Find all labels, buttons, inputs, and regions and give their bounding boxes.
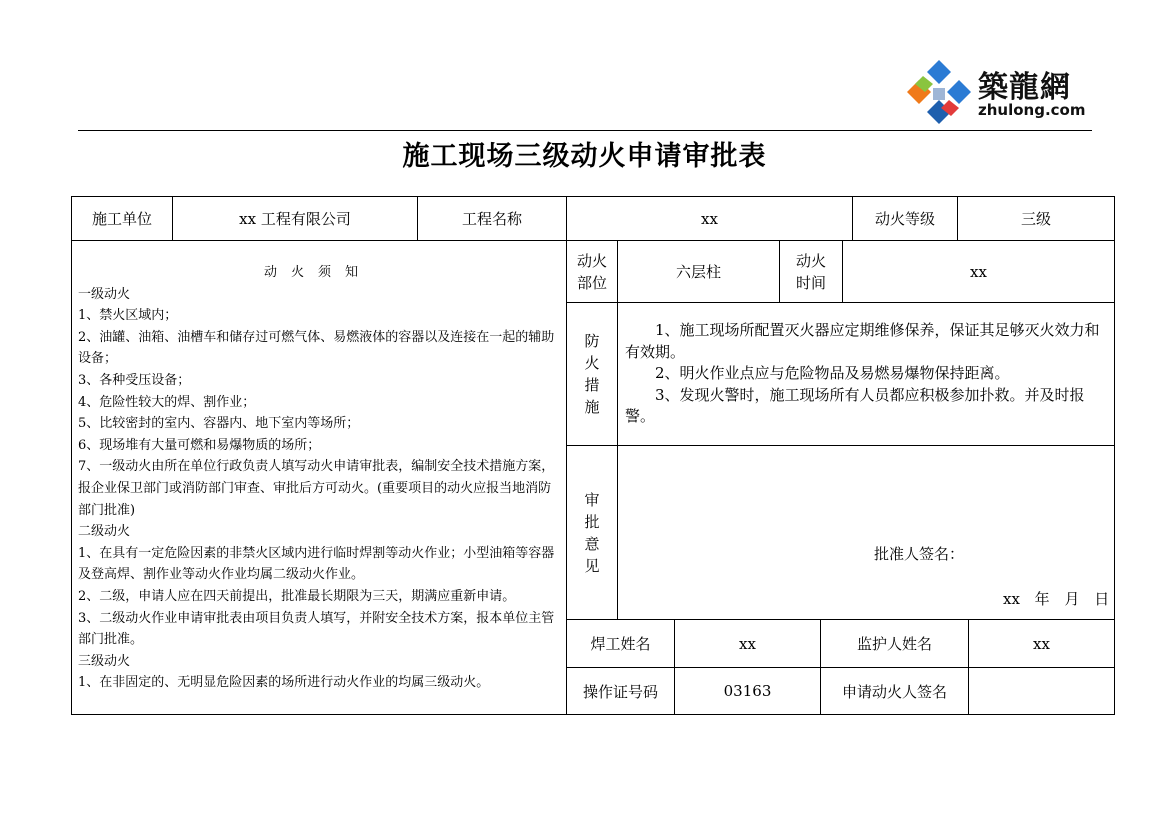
certificate-label: 操作证号码: [582, 682, 658, 701]
notice-line: 1、禁火区域内；: [78, 308, 178, 324]
header-rule: [78, 130, 1092, 131]
welder-label: 焊工姓名: [590, 635, 651, 653]
project-label: 工程名称: [461, 210, 522, 228]
approval-label: 审 批 意 见: [584, 490, 600, 575]
logo-name-cn: 築龍網: [978, 70, 1071, 105]
fire-time-label: 动火 时间: [795, 251, 826, 292]
fire-measure-item: 3、发现火警时，施工现场所有人员都应积极参加扑救。并及时报警。: [625, 385, 1085, 425]
applicant-signature-label: 申请动火人签名: [841, 682, 947, 701]
notice-line: 三级动火: [78, 653, 131, 669]
notice-line: 1、在具有一定危险因素的非禁火区域内进行临时焊割等动火作业；小型油箱等容器及登高焊、割作业等动火作业均属二级动火作业。: [78, 545, 555, 583]
notice-line: 2、油罐、油箱、油槽车和储存过可燃气体、易燃液体的容器以及连接在一起的辅助设备；: [78, 329, 555, 367]
logo-name-en: zhulong.com: [978, 101, 1086, 119]
notice-heading: 动火须知: [263, 265, 372, 280]
notice-line: 1、在非固定的、无明显危险因素的场所进行动火作业的均属三级动火。: [78, 675, 490, 691]
certificate-value: 03163: [723, 682, 772, 700]
fire-notice: [78, 262, 558, 694]
fire-location-label: 动火 部位: [576, 251, 607, 292]
notice-line: 4、危险性较大的焊、割作业；: [78, 394, 256, 410]
approval-date: xx 年 月 日: [1003, 590, 1110, 608]
fire-level-value: 三级: [1020, 210, 1051, 228]
notice-line: 5、比较密封的室内、容器内、地下室内等场所；: [78, 416, 360, 432]
page-title: 施工现场三级动火申请审批表: [402, 141, 767, 172]
fire-measures-label: 防 火 措 施: [584, 332, 600, 416]
fire-location-value: 六层柱: [675, 263, 721, 281]
project-value: xx: [701, 209, 718, 228]
notice-line: 7、一级动火由所在单位行政负责人填写动火申请审批表，编制安全技术措施方案，报企业保卫部门或消防部门审查、审批后方可动火。(重要项目的动火应报当地消防部门批准): [78, 459, 555, 518]
unit-value: xx 工程有限公司: [239, 210, 351, 228]
guardian-value: xx: [1033, 634, 1050, 653]
applicant-signature-field[interactable]: [969, 668, 1114, 714]
notice-line: 3、二级动火作业申请审批表由项目负责人填写，并附安全技术方案，报本单位主管部门批准。: [78, 610, 555, 648]
notice-line: 3、各种受压设备；: [78, 372, 191, 388]
notice-line: 6、现场堆有大量可燃和易爆物质的场所；: [78, 437, 321, 453]
notice-line: 一级动火: [78, 286, 131, 302]
notice-line: 2、二级，申请人应在四天前提出，批准最长期限为三天，期满应重新申请。: [78, 588, 516, 604]
fire-measure-item: 2、明火作业点应与危险物品及易燃易爆物保持距离。: [655, 364, 1010, 382]
welder-value: xx: [739, 634, 756, 653]
unit-label: 施工单位: [91, 210, 152, 228]
notice-line: 二级动火: [78, 524, 131, 540]
fire-time-value: xx: [970, 262, 987, 281]
fire-measure-item: 1、施工现场所配置灭火器应定期维修保养，保证其足够灭火效力和有效期。: [625, 321, 1100, 361]
guardian-label: 监护人姓名: [856, 635, 932, 653]
fire-level-label: 动火等级: [874, 210, 935, 228]
logo-mark-icon: [907, 60, 971, 124]
fire-measures-content: [625, 320, 1109, 428]
approver-signature-label: 批准人签名：: [874, 545, 965, 563]
